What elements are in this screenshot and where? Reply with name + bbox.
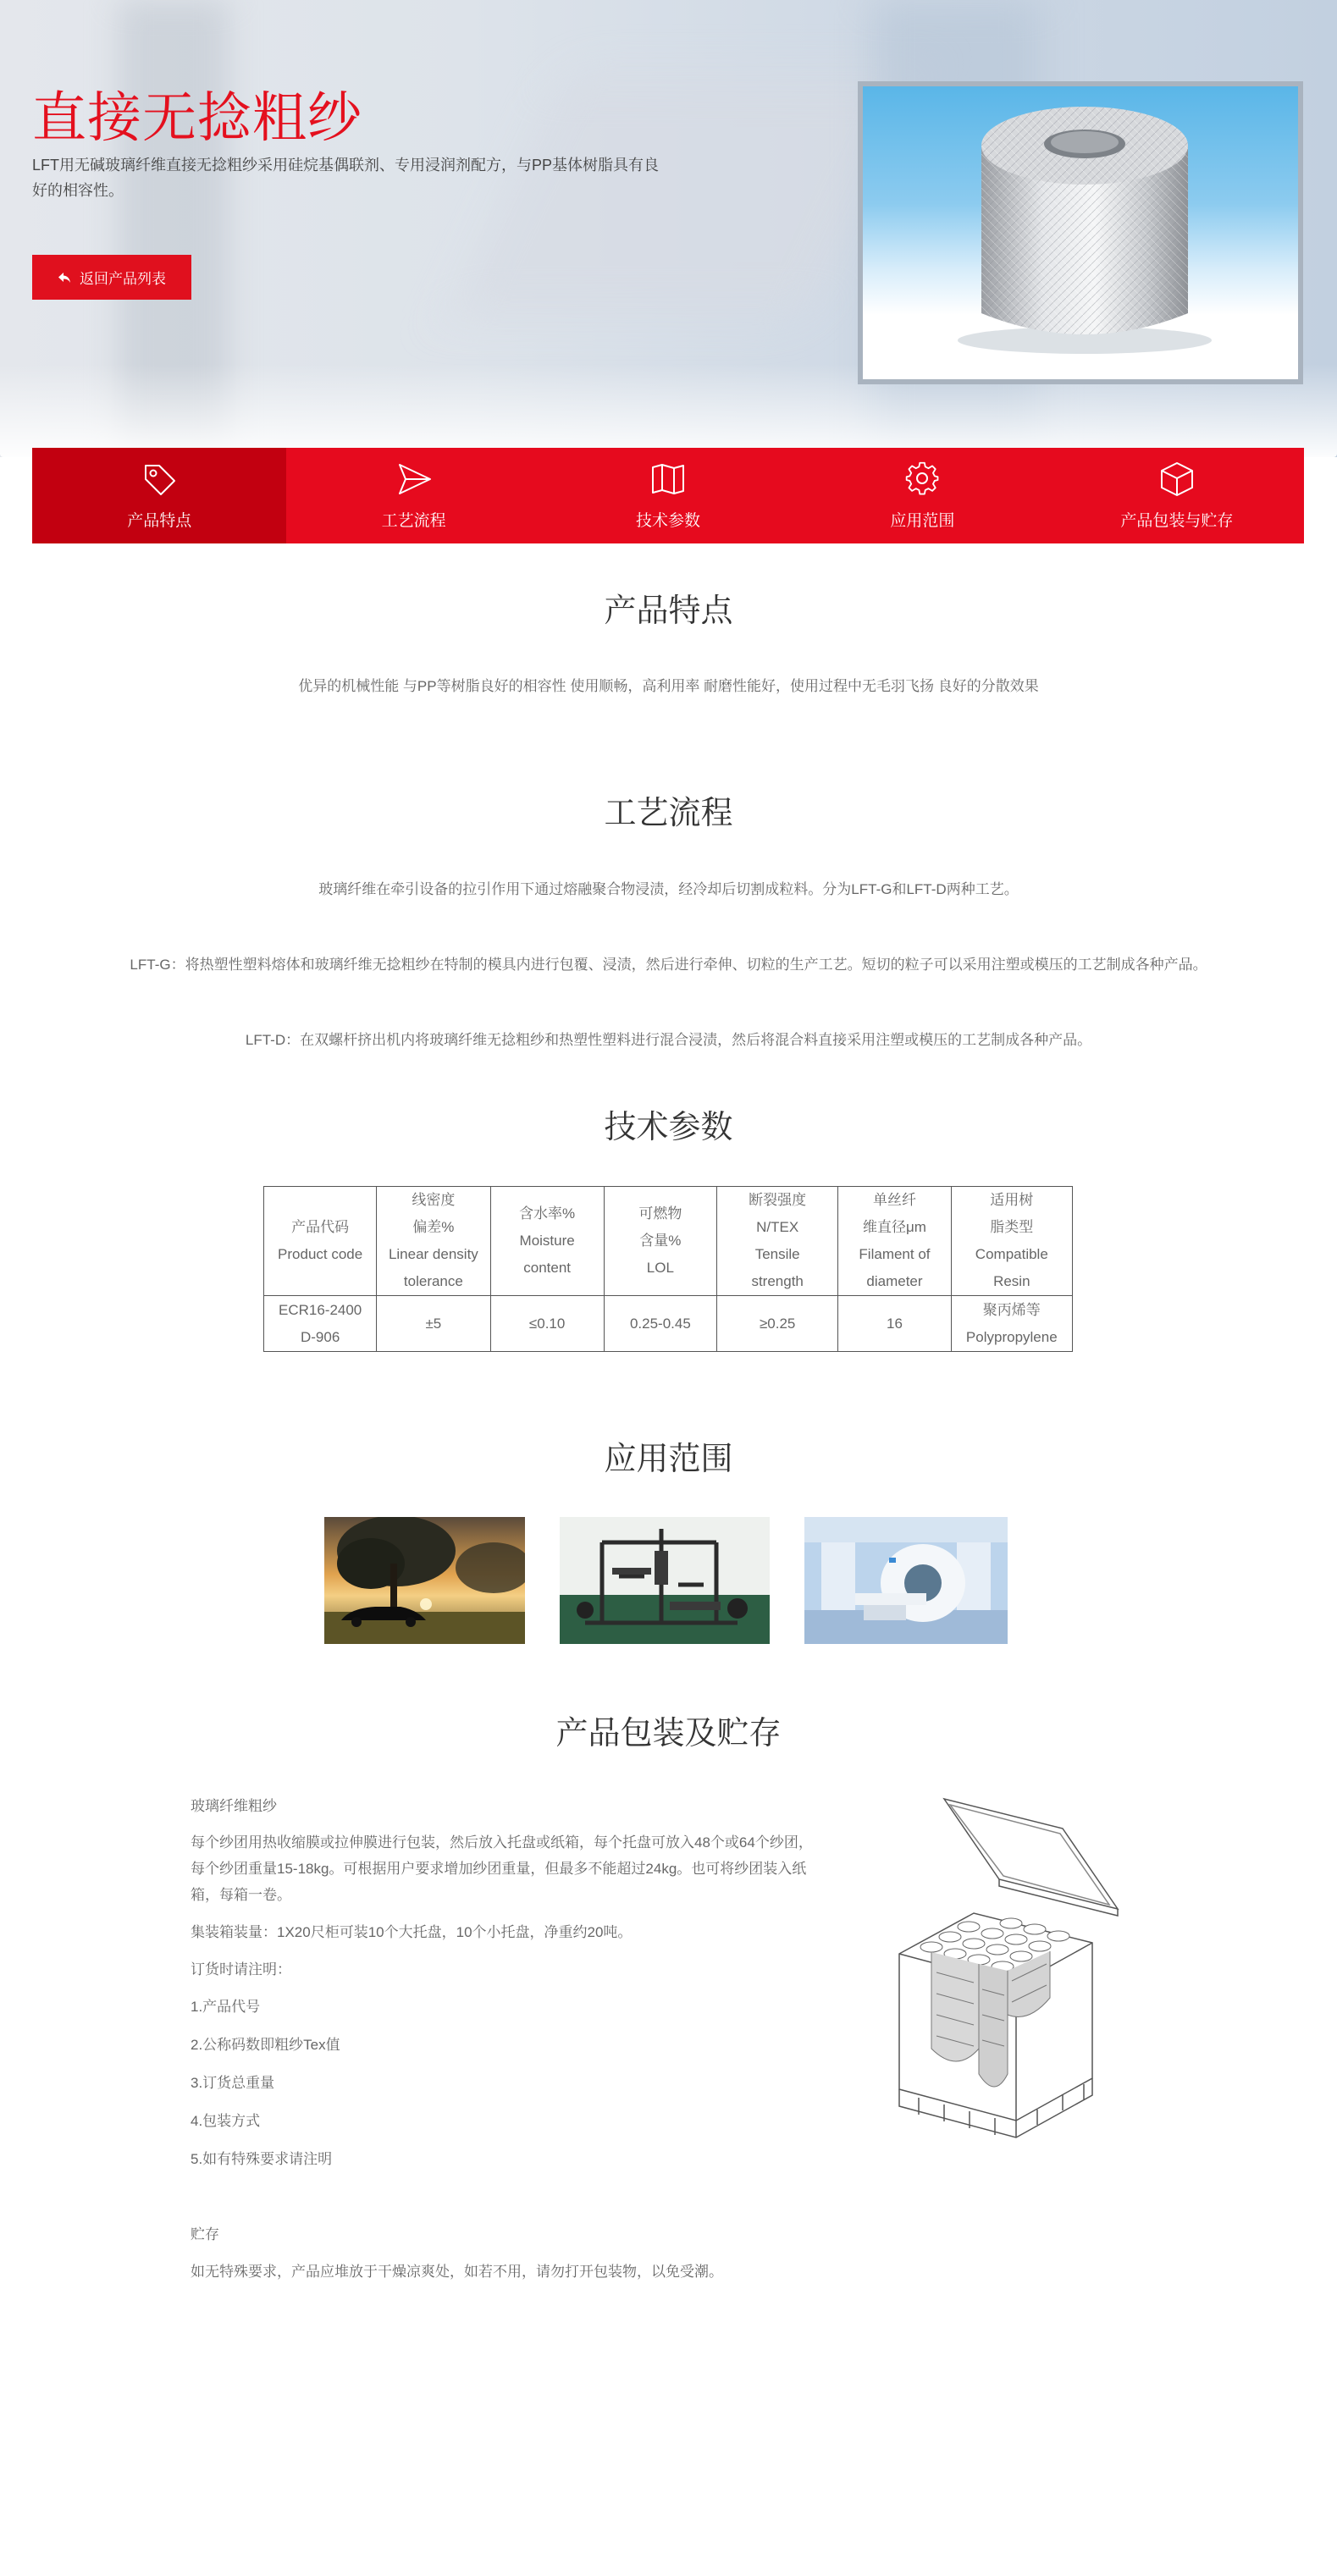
process-paragraph: 玻璃纤维在牵引设备的拉引作用下通过熔融聚合物浸渍，经冷却后切割成粒料。分为LFT-G和LFT-D两种工艺。 [318,881,1019,897]
table-header-cell: 含水率% Moisture content [490,1187,604,1296]
storage-title: 贮存 [191,2226,219,2242]
order-note: 订货时请注明： [191,1961,291,1978]
tab-label: 产品包装与贮存 [1120,512,1234,530]
mri-scanner-photo [804,1517,1008,1644]
section-title-applications: 应用范围 [604,1442,733,1477]
table-header-cell: 产品代码 Product code [264,1187,377,1296]
process-paragraph: LFT-G：将热塑性塑料熔体和玻璃纤维无捻粗纱在特制的模具内进行包覆、浸渍，然后进行牵伸、切粒的生产工艺。短切的粒子可以采用注塑或模压的工艺制成各种产品。 [130,957,1207,973]
table-cell: ≥0.25 [717,1296,838,1352]
send-icon [395,461,433,498]
back-button-label: 返回产品列表 [80,271,166,287]
gear-icon [903,461,941,498]
tab-packaging-storage[interactable] [1050,448,1304,543]
order-item: 1.产品代号 [191,1999,261,2015]
book-open-icon [649,461,687,498]
table-cell: ±5 [377,1296,490,1352]
product-image [858,81,1303,384]
gym-equipment-photo [560,1517,770,1644]
tab-label: 技术参数 [636,512,701,530]
storage-text: 如无特殊要求，产品应堆放于干燥凉爽处，如若不用，请勿打开包装物，以免受潮。 [191,2264,723,2280]
table-header-cell: 适用树 脂类型 Compatible Resin [951,1187,1072,1296]
process-paragraph: LFT-D：在双螺杆挤出机内将玻璃纤维无捻粗纱和热塑性塑料进行混合浸渍，然后将混合料直接采用注塑或模压的工艺制成各种产品。 [245,1032,1092,1048]
section-title-specs: 技术参数 [604,1110,733,1145]
reply-arrow-icon [58,271,71,284]
table-row [264,1296,1073,1352]
section-tabs [32,448,1304,543]
order-item: 5.如有特殊要求请注明 [191,2151,333,2167]
table-header-cell: 断裂强度 N/TEX Tensile strength [717,1187,838,1296]
table-cell: ≤0.10 [490,1296,604,1352]
tab-application-scope[interactable] [795,448,1049,543]
tab-label: 工艺流程 [381,512,446,530]
features-text: 优异的机械性能 与PP等树脂良好的相容性 使用顺畅，高利用率 耐磨性能好，使用过程中无毛羽飞扬 良好的分散效果 [298,678,1039,694]
section-title-packaging: 产品包装及贮存 [555,1716,782,1751]
box-icon [1158,461,1196,498]
order-item: 2.公称码数即粗纱Tex值 [191,2037,340,2053]
table-header-cell: 线密度 偏差% Linear density tolerance [377,1187,490,1296]
car-photo [324,1517,525,1644]
table-cell: 16 [838,1296,951,1352]
table-header-cell: 单丝纤 维直径μm Filament of diameter [838,1187,951,1296]
packaging-text [191,1793,817,2296]
order-item: 3.订货总重量 [191,2075,275,2091]
tab-process-flow[interactable] [286,448,540,543]
hero-description: LFT用无碱玻璃纤维直接无捻粗纱采用硅烷基偶联剂、专用浸润剂配方，与PP基体树脂具有良好的相容性。 [32,157,660,199]
table-cell: ECR16-2400 D-906 [264,1296,377,1352]
tab-technical-parameters[interactable] [541,448,795,543]
tab-product-features[interactable] [32,448,286,543]
tab-label: 产品特点 [127,512,192,530]
order-item: 4.包装方式 [191,2113,261,2129]
packaging-body: 每个纱团用热收缩膜或拉伸膜进行包装，然后放入托盘或纸箱，每个托盘可放入48个或64个纱团，每个纱团重量15-18kg。可根据用户要求增加纱团重量，但最多不能超过24kg。也可将纱团装入纸箱，每箱一卷。 [191,1834,813,1903]
packaging-container: 集装箱装量：1X20尺柜可装10个大托盘，10个小托盘，净重约20吨。 [191,1924,633,1940]
table-header-cell: 可燃物 含量% LOL [604,1187,716,1296]
section-title-features: 产品特点 [604,593,733,629]
table-cell: 0.25-0.45 [604,1296,716,1352]
packaging-box-illustration [881,1795,1135,2142]
table-cell: 聚丙烯等 Polypropylene [951,1296,1072,1352]
table-header-row [264,1187,1073,1296]
packaging-heading: 玻璃纤维粗纱 [191,1798,277,1814]
roving-spool-illustration [863,86,1298,379]
spec-table [263,1186,1073,1352]
page-title: 直接无捻粗纱 [32,87,362,148]
hero-banner [0,0,1337,457]
section-title-process: 工艺流程 [604,796,733,831]
tag-icon [141,461,178,498]
back-to-product-list-button[interactable] [32,255,191,300]
tab-label: 应用范围 [890,512,955,530]
